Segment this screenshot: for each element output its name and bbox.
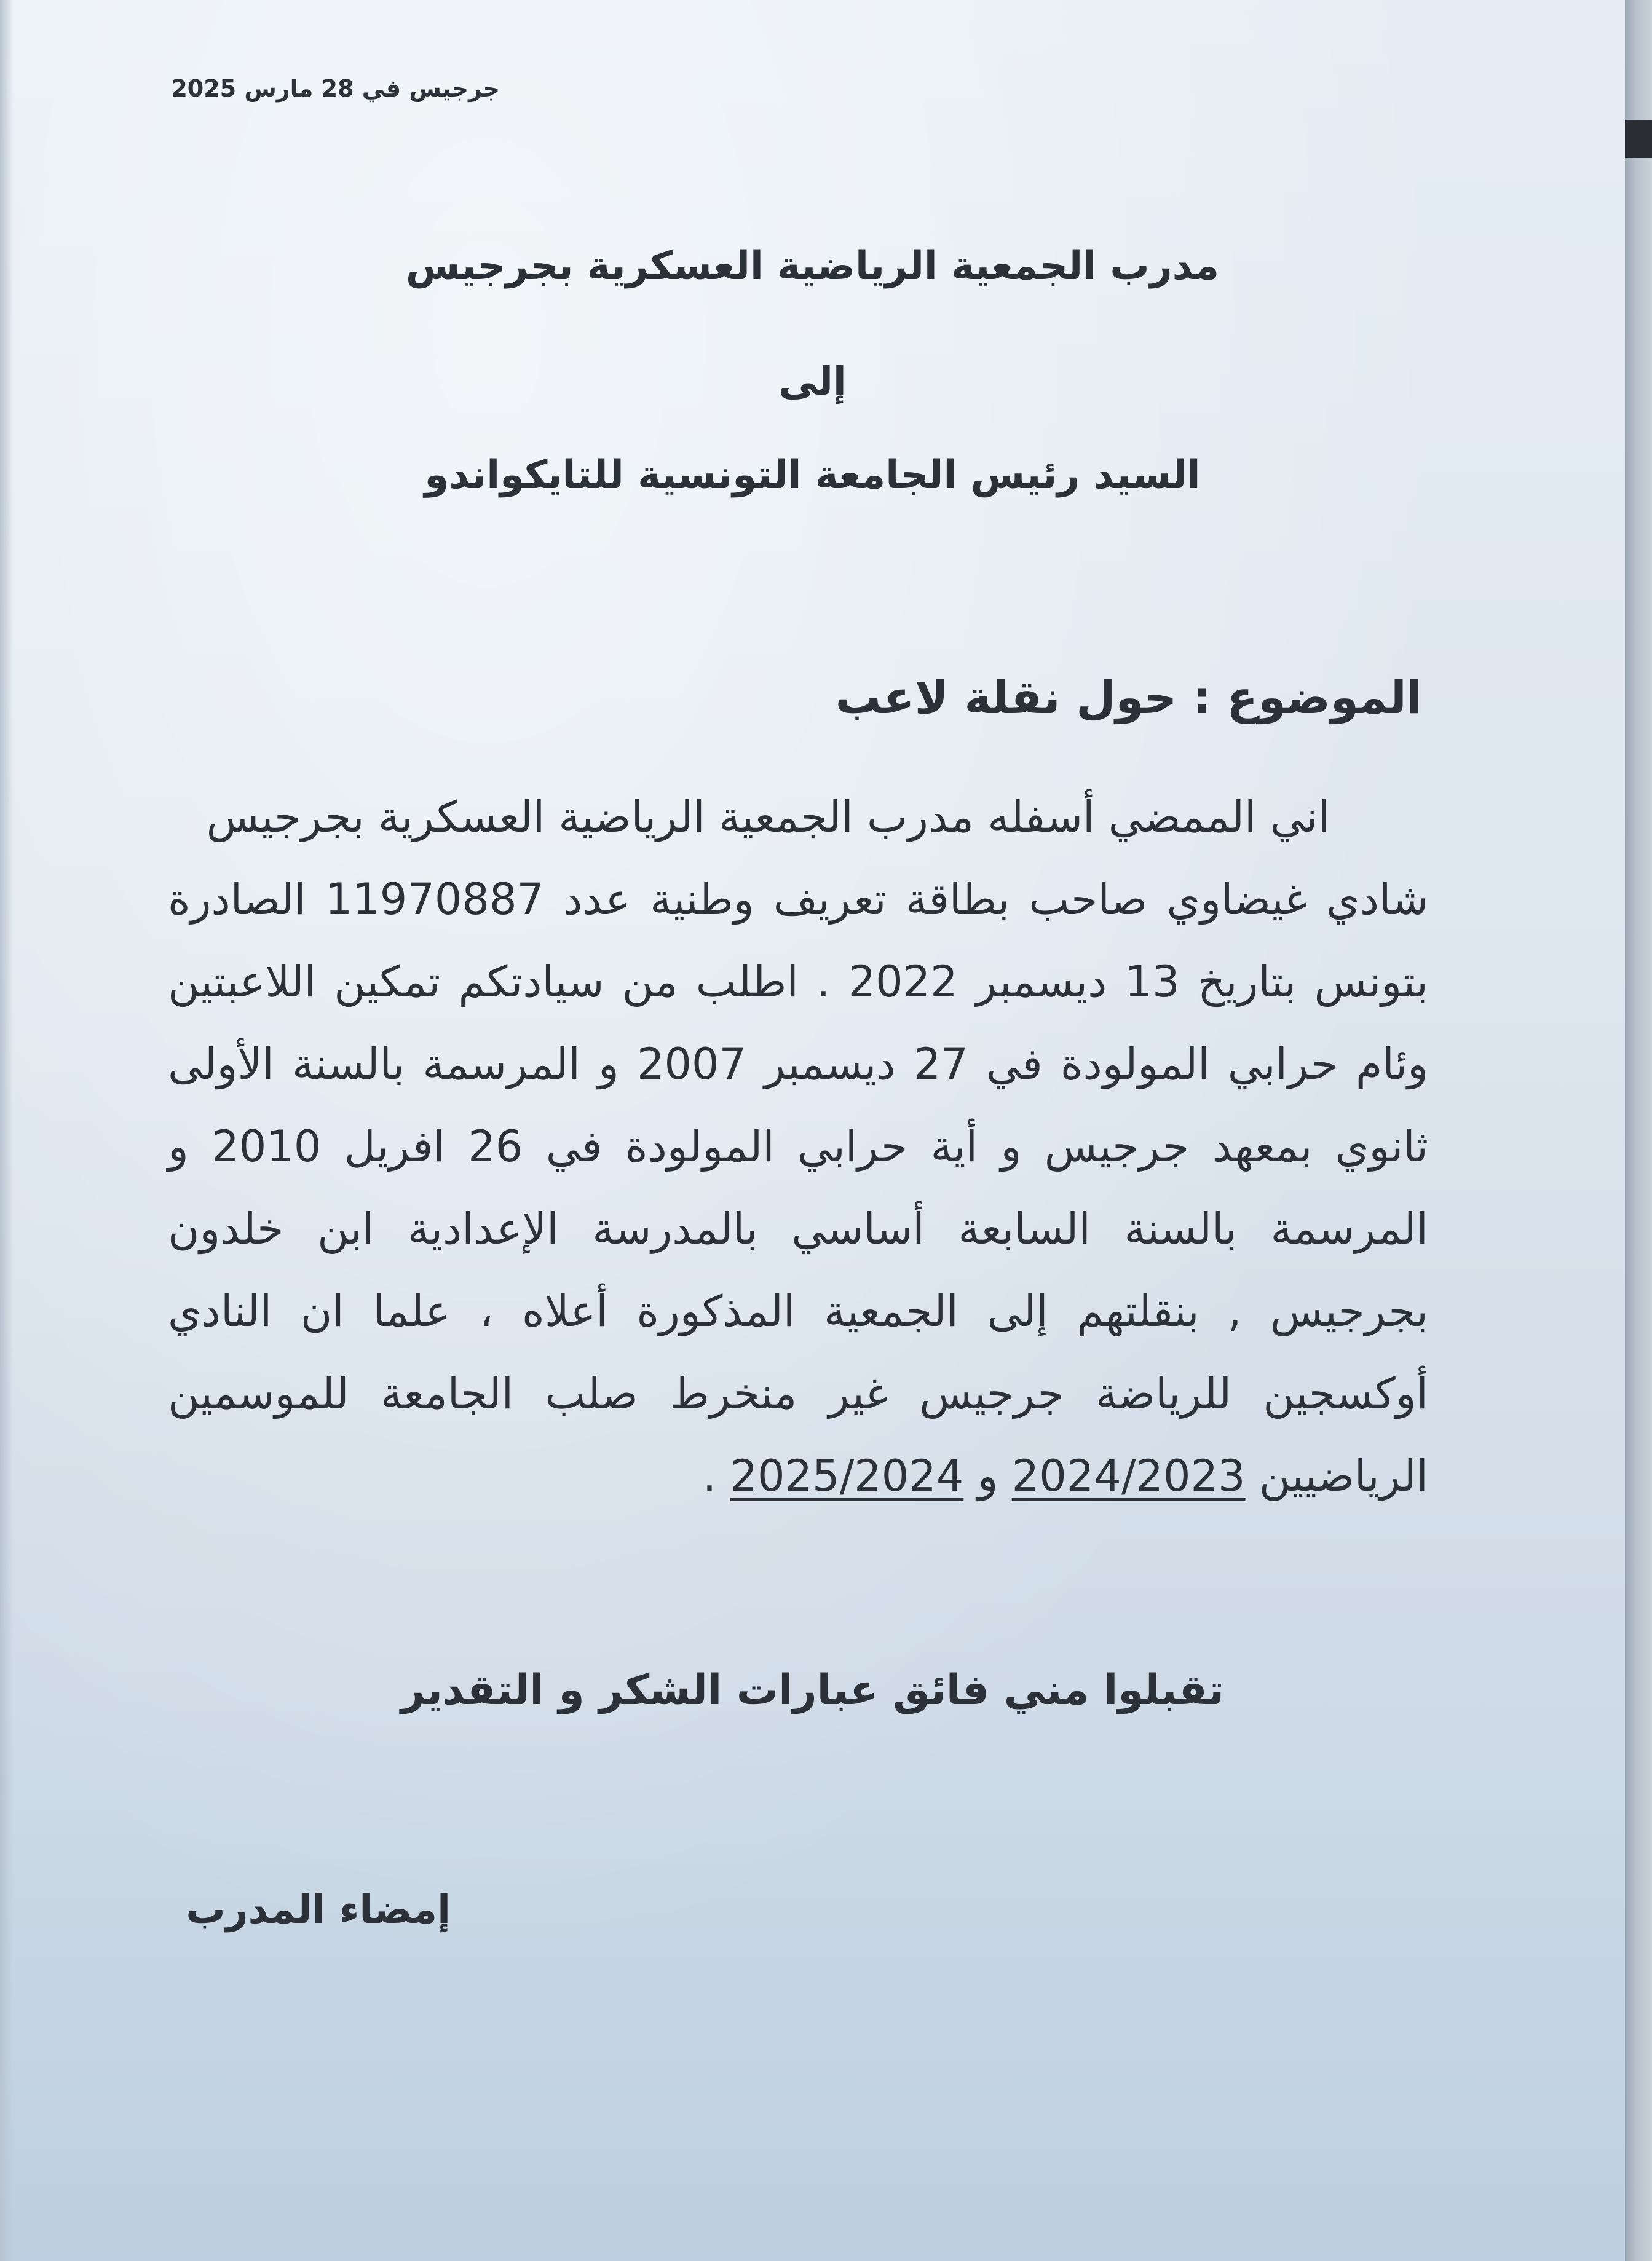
background-edge [1625, 0, 1652, 2261]
sender-title: مدرب الجمعية الرياضية العسكرية بجرجيس [405, 243, 1220, 289]
subject-line: الموضوع : حول نقلة لاعب [835, 671, 1422, 724]
signature-label: إمضاء المدرب [186, 1887, 451, 1933]
closing-line: تقبلوا مني فائق عبارات الشكر و التقدير [401, 1666, 1224, 1714]
date-line: جرجيس في 28 مارس 2025 [171, 75, 500, 102]
body-intro: اني الممضي أسفله مدرب الجمعية الرياضية العسكرية بجرجيس [206, 792, 1330, 842]
background-dark-band [1625, 120, 1652, 158]
season-conjunction: و [977, 1451, 998, 1501]
body-paragraph [168, 858, 1428, 1517]
season-second: 2025/2024 [730, 1451, 964, 1501]
recipient-title: السيد رئيس الجامعة التونسية للتايكواندو [424, 452, 1201, 498]
to-label: إلى [778, 359, 847, 404]
end-mark: . [702, 1451, 717, 1501]
season-first: 2024/2023 [1011, 1451, 1246, 1501]
body-main-text: شادي غيضاوي صاحب بطاقة تعريف وطنية عدد 11970887 الصادرة بتونس بتاريخ 13 ديسمبر 2022 . اطلب من سيادتكم تمكين اللاعبتين وئام حرابي المولودة في 27 ديسمبر 2007 و المرسمة بالسنة الأولى ثانوي بمعهد جرجيس و أية حرابي المولودة في 26 افريل 2010 و المرسمة بالسنة السابعة أساسي بالمدرسة الإعدادية ابن خلدون بجرجيس , بنقلتهم إلى الجمعية المذكورة أعلاه ، علما ان النادي أوكسجين للرياضة جرجيس غير منخرط صلب الجامعة للموسمين الرياضيين [168, 874, 1429, 1501]
letter-body [168, 776, 1428, 1517]
